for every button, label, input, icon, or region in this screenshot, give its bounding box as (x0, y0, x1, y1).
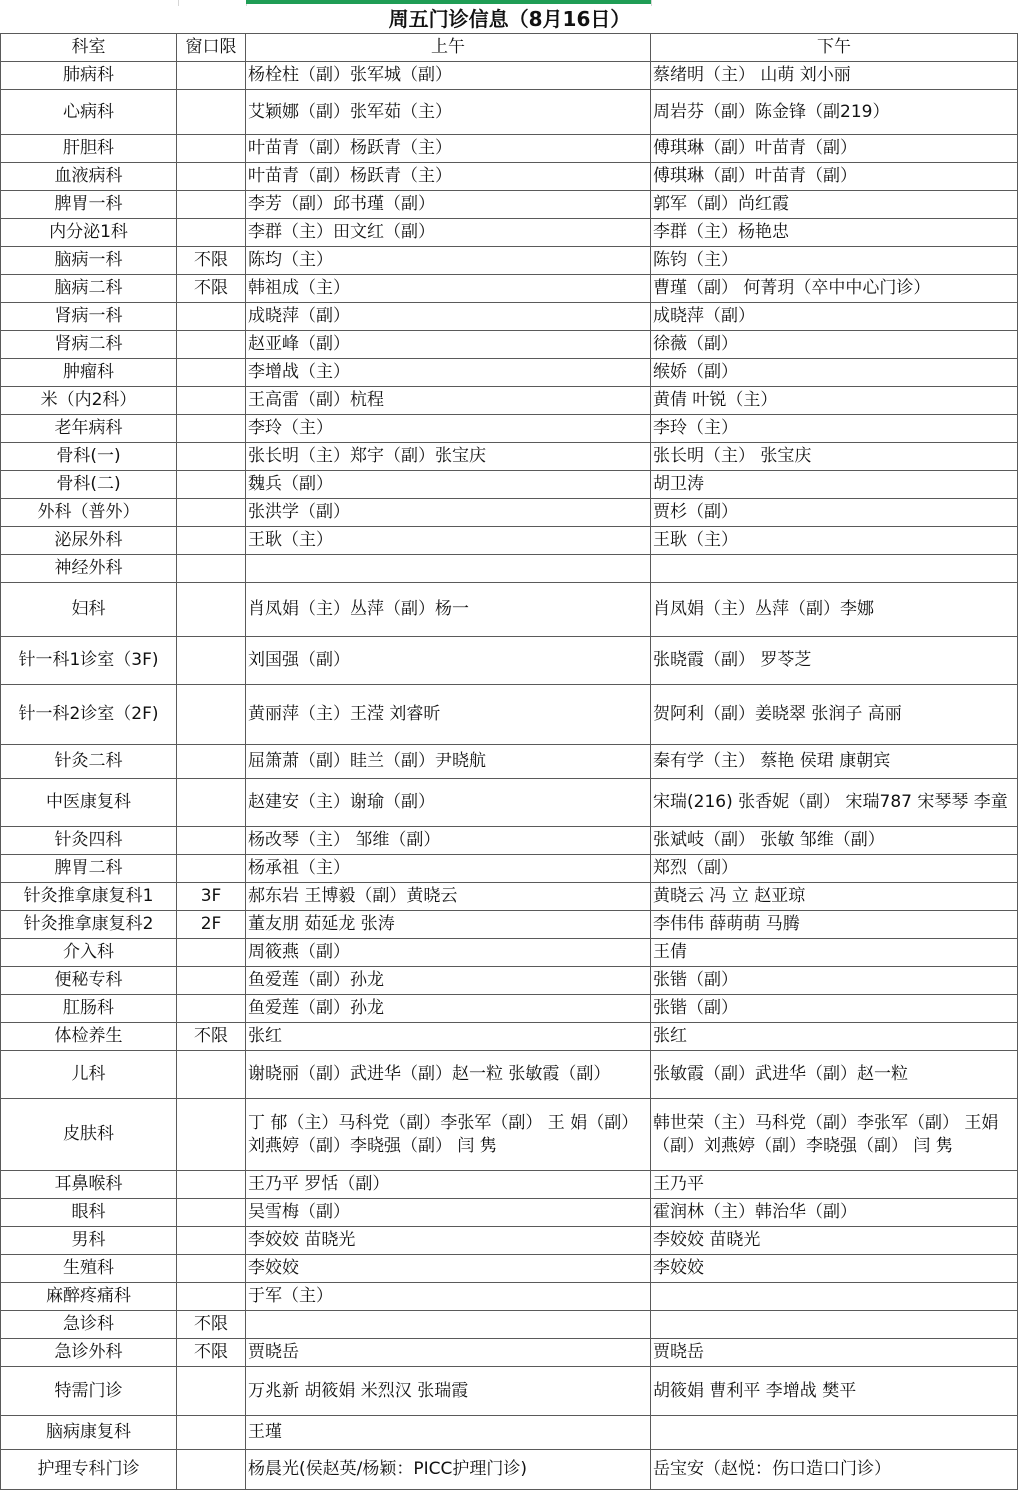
table-row (1, 387, 1018, 415)
pm-cell[interactable]: 傅琪琳（副）叶苗青（副） (651, 135, 1018, 163)
dept-cell[interactable]: 泌尿外科 (1, 527, 177, 555)
window-cell[interactable]: 3F (177, 883, 246, 911)
dept-cell[interactable]: 便秘专科 (1, 967, 177, 995)
dept-cell[interactable]: 眼科 (1, 1199, 177, 1227)
pm-cell[interactable]: 张晓霞（副） 罗苓芝 (651, 637, 1018, 685)
window-cell[interactable] (177, 219, 246, 247)
pm-cell[interactable] (651, 1416, 1018, 1450)
dept-cell[interactable]: 肛肠科 (1, 995, 177, 1023)
table-row (1, 359, 1018, 387)
pm-cell[interactable]: 成晓萍（副） (651, 303, 1018, 331)
window-cell[interactable] (177, 1367, 246, 1416)
am-cell[interactable]: 李群（主）田文红（副） (246, 219, 651, 247)
am-cell[interactable]: 杨承祖（主） (246, 855, 651, 883)
table-row (1, 883, 1018, 911)
window-cell[interactable]: 不限 (177, 1023, 246, 1051)
pm-cell[interactable]: 李玲（主） (651, 415, 1018, 443)
dept-cell[interactable]: 骨科(二) (1, 471, 177, 499)
window-cell[interactable]: 不限 (177, 247, 246, 275)
pm-cell[interactable]: 李姣姣 (651, 1255, 1018, 1283)
am-cell[interactable]: 万兆新 胡筱娟 米烈汉 张瑞霞 (246, 1367, 651, 1416)
schedule-table (0, 33, 1018, 1490)
dept-cell[interactable]: 脑病一科 (1, 247, 177, 275)
pm-cell[interactable]: 张红 (651, 1023, 1018, 1051)
am-cell[interactable]: 屈箫萧（副）眭兰（副）尹晓航 (246, 745, 651, 779)
dept-cell[interactable]: 针一科1诊室（3F) (1, 637, 177, 685)
window-cell[interactable] (177, 827, 246, 855)
window-cell[interactable] (177, 1416, 246, 1450)
dept-cell[interactable]: 护理专科门诊 (1, 1450, 177, 1490)
pm-cell[interactable]: 蔡绪明（主） 山萌 刘小丽 (651, 62, 1018, 90)
pm-cell[interactable] (651, 1311, 1018, 1339)
table-row (1, 637, 1018, 685)
pm-cell[interactable]: 贺阿利（副）姜晓翠 张润子 高丽 (651, 685, 1018, 745)
window-cell[interactable] (177, 499, 246, 527)
dept-cell[interactable]: 针一科2诊室（2F) (1, 685, 177, 745)
am-cell[interactable]: 周筱燕（副） (246, 939, 651, 967)
table-row (1, 90, 1018, 135)
am-cell[interactable]: 黄丽萍（主）王滢 刘睿昕 (246, 685, 651, 745)
window-cell[interactable]: 2F (177, 911, 246, 939)
table-row (1, 1450, 1018, 1490)
window-cell[interactable] (177, 1283, 246, 1311)
window-cell[interactable] (177, 779, 246, 827)
table-row (1, 443, 1018, 471)
table-row (1, 583, 1018, 637)
dept-cell[interactable]: 儿科 (1, 1051, 177, 1099)
dept-cell[interactable]: 男科 (1, 1227, 177, 1255)
am-cell[interactable]: 陈均（主） (246, 247, 651, 275)
window-cell[interactable] (177, 1051, 246, 1099)
table-row (1, 855, 1018, 883)
window-cell[interactable] (177, 637, 246, 685)
table-row (1, 1339, 1018, 1367)
window-cell[interactable] (177, 995, 246, 1023)
window-cell[interactable]: 不限 (177, 275, 246, 303)
pm-cell[interactable]: 缑娇（副） (651, 359, 1018, 387)
table-row (1, 1283, 1018, 1311)
table-row (1, 135, 1018, 163)
dept-cell[interactable]: 中医康复科 (1, 779, 177, 827)
table-row (1, 995, 1018, 1023)
pm-cell[interactable]: 肖凤娟（主）丛萍（副）李娜 (651, 583, 1018, 637)
am-cell[interactable]: 杨改琴（主） 邹维（副） (246, 827, 651, 855)
table-row (1, 163, 1018, 191)
dept-cell[interactable]: 急诊科 (1, 1311, 177, 1339)
window-cell[interactable] (177, 359, 246, 387)
pm-cell[interactable]: 黄倩 叶锐（主） (651, 387, 1018, 415)
pm-cell[interactable] (651, 1283, 1018, 1311)
dept-cell[interactable]: 脑病康复科 (1, 1416, 177, 1450)
table-row (1, 1227, 1018, 1255)
pm-cell[interactable]: 张锴（副） (651, 967, 1018, 995)
am-cell[interactable]: 韩祖成（主） (246, 275, 651, 303)
dept-cell[interactable]: 老年病科 (1, 415, 177, 443)
am-cell[interactable]: 叶苗青（副）杨跃青（主） (246, 163, 651, 191)
pm-cell[interactable]: 秦有学（主） 蔡艳 侯珺 康朝宾 (651, 745, 1018, 779)
am-cell[interactable]: 肖凤娟（主）丛萍（副）杨一 (246, 583, 651, 637)
am-cell[interactable]: 王高雷（副）杭程 (246, 387, 651, 415)
dept-cell[interactable]: 肺病科 (1, 62, 177, 90)
pm-cell[interactable]: 岳宝安（赵悦：伤口造口门诊） (651, 1450, 1018, 1490)
pm-cell[interactable]: 张锴（副） (651, 995, 1018, 1023)
dept-cell[interactable]: 皮肤科 (1, 1099, 177, 1171)
dept-cell[interactable]: 肿瘤科 (1, 359, 177, 387)
am-cell[interactable]: 李姣姣 苗晓光 (246, 1227, 651, 1255)
table-row (1, 827, 1018, 855)
window-cell[interactable] (177, 685, 246, 745)
am-cell[interactable]: 鱼爱莲（副）孙龙 (246, 967, 651, 995)
table-row (1, 62, 1018, 90)
am-cell[interactable]: 艾颖娜（副）张军茹（主） (246, 90, 651, 135)
window-cell[interactable] (177, 443, 246, 471)
am-cell[interactable]: 杨晨光(侯赵英/杨颖：PICC护理门诊) (246, 1450, 651, 1490)
pm-cell[interactable]: 郭军（副）尚红霞 (651, 191, 1018, 219)
dept-cell[interactable]: 血液病科 (1, 163, 177, 191)
table-row (1, 555, 1018, 583)
am-cell[interactable]: 于军（主） (246, 1283, 651, 1311)
window-cell[interactable] (177, 1099, 246, 1171)
window-cell[interactable] (177, 135, 246, 163)
table-row (1, 1416, 1018, 1450)
table-row (1, 1051, 1018, 1099)
selected-column-indicator (246, 0, 651, 4)
dept-cell[interactable]: 肾病二科 (1, 331, 177, 359)
am-cell[interactable]: 赵建安（主）谢瑜（副） (246, 779, 651, 827)
dept-cell[interactable]: 体检养生 (1, 1023, 177, 1051)
am-cell[interactable]: 谢晓丽（副）武进华（副）赵一粒 张敏霞（副） (246, 1051, 651, 1099)
am-cell[interactable]: 李增战（主） (246, 359, 651, 387)
dept-cell[interactable]: 针灸四科 (1, 827, 177, 855)
pm-cell[interactable]: 陈钧（主） (651, 247, 1018, 275)
window-cell[interactable] (177, 1227, 246, 1255)
table-row (1, 499, 1018, 527)
pm-cell[interactable]: 李姣姣 苗晓光 (651, 1227, 1018, 1255)
pm-cell[interactable]: 张斌岐（副） 张敏 邹维（副） (651, 827, 1018, 855)
table-row (1, 331, 1018, 359)
dept-cell[interactable]: 妇科 (1, 583, 177, 637)
pm-cell[interactable]: 王倩 (651, 939, 1018, 967)
window-cell[interactable] (177, 163, 246, 191)
dept-cell[interactable]: 针灸推拿康复科1 (1, 883, 177, 911)
table-row (1, 967, 1018, 995)
window-cell[interactable] (177, 1450, 246, 1490)
table-row (1, 779, 1018, 827)
pm-cell[interactable]: 贾晓岳 (651, 1339, 1018, 1367)
window-cell[interactable]: 不限 (177, 1339, 246, 1367)
am-cell[interactable]: 张洪学（副） (246, 499, 651, 527)
am-cell[interactable]: 王耿（主） (246, 527, 651, 555)
pm-cell[interactable]: 李伟伟 薛萌萌 马腾 (651, 911, 1018, 939)
dept-cell[interactable]: 生殖科 (1, 1255, 177, 1283)
dept-cell[interactable]: 麻醉疼痛科 (1, 1283, 177, 1311)
table-row (1, 1099, 1018, 1171)
window-cell[interactable] (177, 855, 246, 883)
window-cell[interactable] (177, 90, 246, 135)
window-cell[interactable] (177, 1255, 246, 1283)
window-cell[interactable] (177, 62, 246, 90)
table-row (1, 471, 1018, 499)
am-cell[interactable]: 郝东岩 王博毅（副）黄晓云 (246, 883, 651, 911)
window-cell[interactable] (177, 555, 246, 583)
table-row (1, 939, 1018, 967)
dept-cell[interactable]: 心病科 (1, 90, 177, 135)
am-cell[interactable]: 叶苗青（副）杨跃青（主） (246, 135, 651, 163)
am-cell[interactable]: 李玲（主） (246, 415, 651, 443)
table-row (1, 1171, 1018, 1199)
table-row (1, 219, 1018, 247)
pm-cell[interactable]: 周岩芬（副）陈金锋（副219） (651, 90, 1018, 135)
am-cell[interactable]: 王瑾 (246, 1416, 651, 1450)
pm-cell[interactable]: 王耿（主） (651, 527, 1018, 555)
pm-cell[interactable]: 霍润林（主）韩治华（副） (651, 1199, 1018, 1227)
am-cell[interactable]: 赵亚峰（副） (246, 331, 651, 359)
am-cell[interactable]: 张长明（主）郑宇（副）张宝庆 (246, 443, 651, 471)
am-cell[interactable]: 鱼爱莲（副）孙龙 (246, 995, 651, 1023)
am-cell[interactable]: 董友朋 茹延龙 张涛 (246, 911, 651, 939)
am-cell[interactable]: 张红 (246, 1023, 651, 1051)
dept-cell[interactable]: 耳鼻喉科 (1, 1171, 177, 1199)
table-row (1, 527, 1018, 555)
dept-cell[interactable]: 神经外科 (1, 555, 177, 583)
dept-cell[interactable]: 脾胃二科 (1, 855, 177, 883)
table-row (1, 303, 1018, 331)
window-cell[interactable] (177, 1171, 246, 1199)
dept-cell[interactable]: 外科（普外） (1, 499, 177, 527)
pm-cell[interactable]: 宋瑞(216) 张香妮（副） 宋瑞787 宋琴琴 李童 (651, 779, 1018, 827)
pm-cell[interactable]: 胡筱娟 曹利平 李增战 樊平 (651, 1367, 1018, 1416)
am-cell[interactable]: 刘国强（副） (246, 637, 651, 685)
window-cell[interactable] (177, 1199, 246, 1227)
pm-cell[interactable]: 郑烈（副） (651, 855, 1018, 883)
table-row (1, 1199, 1018, 1227)
table-row (1, 275, 1018, 303)
window-cell[interactable] (177, 191, 246, 219)
window-cell[interactable] (177, 967, 246, 995)
pm-cell[interactable]: 张敏霞（副）武进华（副）赵一粒 (651, 1051, 1018, 1099)
table-row (1, 911, 1018, 939)
table-row (1, 415, 1018, 443)
table-row (1, 745, 1018, 779)
table-row (1, 247, 1018, 275)
table-row (1, 685, 1018, 745)
pm-cell[interactable]: 贾杉（副） (651, 499, 1018, 527)
am-cell[interactable] (246, 555, 651, 583)
window-cell[interactable] (177, 939, 246, 967)
window-cell[interactable] (177, 745, 246, 779)
pm-cell[interactable]: 傅琪琳（副）叶苗青（副） (651, 163, 1018, 191)
window-cell[interactable] (177, 387, 246, 415)
window-cell[interactable] (177, 527, 246, 555)
table-row (1, 191, 1018, 219)
window-cell[interactable] (177, 583, 246, 637)
pm-cell[interactable]: 李群（主）杨艳忠 (651, 219, 1018, 247)
pm-cell[interactable] (651, 555, 1018, 583)
dept-cell[interactable]: 特需门诊 (1, 1367, 177, 1416)
dept-cell[interactable]: 针灸推拿康复科2 (1, 911, 177, 939)
dept-cell[interactable]: 骨科(一) (1, 443, 177, 471)
am-cell[interactable]: 魏兵（副） (246, 471, 651, 499)
pm-cell[interactable]: 韩世荣（主）马科党（副）李张军（副） 王娟（副）刘燕婷（副）李晓强（副） 闫 隽 (651, 1099, 1018, 1171)
dept-cell[interactable]: 脾胃一科 (1, 191, 177, 219)
window-cell[interactable] (177, 415, 246, 443)
pm-cell[interactable]: 王乃平 (651, 1171, 1018, 1199)
dept-cell[interactable]: 肝胆科 (1, 135, 177, 163)
header-am[interactable]: 上午 (246, 34, 651, 62)
window-cell[interactable] (177, 471, 246, 499)
window-cell[interactable] (177, 303, 246, 331)
am-cell[interactable]: 李姣姣 (246, 1255, 651, 1283)
am-cell[interactable]: 成晓萍（副） (246, 303, 651, 331)
table-row (1, 1023, 1018, 1051)
dept-cell[interactable]: 脑病二科 (1, 275, 177, 303)
header-pm[interactable]: 下午 (651, 34, 1018, 62)
pm-cell[interactable]: 黄晓云 冯 立 赵亚琼 (651, 883, 1018, 911)
pm-cell[interactable]: 张长明（主） 张宝庆 (651, 443, 1018, 471)
dept-cell[interactable]: 肾病一科 (1, 303, 177, 331)
dept-cell[interactable]: 急诊外科 (1, 1339, 177, 1367)
am-cell[interactable]: 王乃平 罗恬（副） (246, 1171, 651, 1199)
am-cell[interactable]: 李芳（副）邱书瑾（副） (246, 191, 651, 219)
dept-cell[interactable]: 针灸二科 (1, 745, 177, 779)
table-row (1, 1367, 1018, 1416)
am-cell[interactable]: 吴雪梅（副） (246, 1199, 651, 1227)
am-cell[interactable]: 杨栓柱（副）张军城（副） (246, 62, 651, 90)
window-cell[interactable]: 不限 (177, 1311, 246, 1339)
am-cell[interactable] (246, 1311, 651, 1339)
header-window[interactable]: 窗口限 (177, 34, 246, 62)
pm-cell[interactable]: 胡卫涛 (651, 471, 1018, 499)
am-cell[interactable]: 丁 郁（主）马科党（副）李张军（副） 王 娟（副）刘燕婷（副）李晓强（副） 闫 隽 (246, 1099, 651, 1171)
header-dept[interactable]: 科室 (1, 34, 177, 62)
am-cell[interactable]: 贾晓岳 (246, 1339, 651, 1367)
dept-cell[interactable]: 介入科 (1, 939, 177, 967)
sheet-title: 周五门诊信息（8月16日） (388, 7, 631, 31)
table-row (1, 1311, 1018, 1339)
pm-cell[interactable]: 徐薇（副） (651, 331, 1018, 359)
window-cell[interactable] (177, 331, 246, 359)
header-row (1, 34, 1018, 62)
pm-cell[interactable]: 曹瑾（副） 何菁玥（卒中中心门诊） (651, 275, 1018, 303)
dept-cell[interactable]: 内分泌1科 (1, 219, 177, 247)
table-row (1, 1255, 1018, 1283)
dept-cell[interactable]: 米（内2科） (1, 387, 177, 415)
